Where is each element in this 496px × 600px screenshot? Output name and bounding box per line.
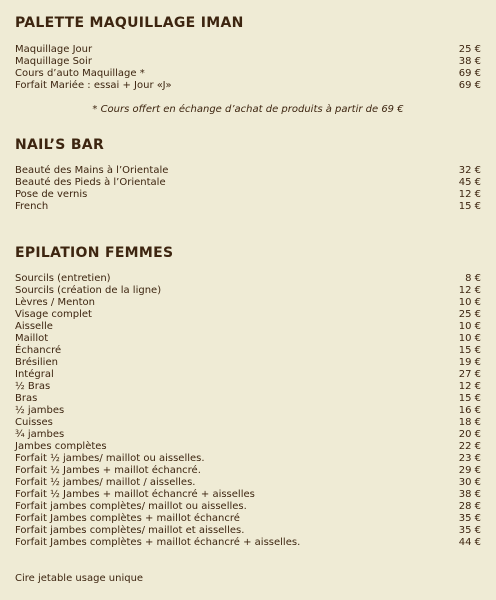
item-price: 10 € — [458, 297, 481, 308]
item-price: 12 € — [458, 189, 481, 200]
item-price: 29 € — [458, 465, 481, 476]
item-name: Aisselle — [15, 321, 53, 332]
item-name: Jambes complètes — [15, 441, 107, 452]
list-item — [15, 477, 481, 489]
item-name: Forfait Jambes complètes + maillot échancré + aisselles. — [15, 537, 301, 548]
item-name: Cuisses — [15, 417, 53, 428]
item-price: 23 € — [458, 453, 481, 464]
item-price: 38 € — [458, 489, 481, 500]
list-item — [15, 68, 481, 80]
item-price: 25 € — [458, 309, 481, 320]
list-item — [15, 309, 481, 321]
item-price: 18 € — [458, 417, 481, 428]
item-price: 22 € — [458, 441, 481, 452]
item-price: 38 € — [458, 56, 481, 67]
item-price: 35 € — [458, 513, 481, 524]
list-item — [15, 501, 481, 513]
list-item — [15, 393, 481, 405]
item-price: 44 € — [458, 537, 481, 548]
item-name: Lèvres / Menton — [15, 297, 95, 308]
item-price: 25 € — [458, 44, 481, 55]
section-title-maquillage: PALETTE MAQUILLAGE IMAN — [15, 15, 244, 31]
item-price: 30 € — [458, 477, 481, 488]
item-name: Sourcils (entretien) — [15, 273, 111, 284]
list-item — [15, 441, 481, 453]
list-item — [15, 405, 481, 417]
list-item — [15, 429, 481, 441]
list-item — [15, 513, 481, 525]
list-item — [15, 369, 481, 381]
footer-note: Cire jetable usage unique — [15, 573, 144, 584]
item-name: Échancré — [15, 345, 62, 356]
item-name: Forfait ½ Jambes + maillot échancré. — [15, 465, 201, 476]
list-item — [15, 273, 481, 285]
item-name: Brésilien — [15, 357, 58, 368]
section-title-epilation: EPILATION FEMMES — [15, 245, 174, 261]
list-item — [15, 44, 481, 56]
item-name: Maquillage Jour — [15, 44, 93, 55]
item-price: 10 € — [458, 333, 481, 344]
item-price: 20 € — [458, 429, 481, 440]
item-price: 16 € — [458, 405, 481, 416]
list-item — [15, 381, 481, 393]
item-name: Beauté des Pieds à l’Orientale — [15, 177, 166, 188]
section-title-nails-bar: NAIL’S BAR — [15, 137, 105, 153]
list-item — [15, 56, 481, 68]
list-item — [15, 465, 481, 477]
item-name: Forfait ½ jambes/ maillot / aisselles. — [15, 477, 196, 488]
item-price: 27 € — [458, 369, 481, 380]
item-name: Bras — [15, 393, 38, 404]
list-item — [15, 453, 481, 465]
item-price: 15 € — [458, 201, 481, 212]
item-name: ½ jambes — [15, 405, 65, 416]
list-item — [15, 189, 481, 201]
list-item — [15, 417, 481, 429]
item-price: 69 € — [458, 68, 481, 79]
item-price: 12 € — [458, 381, 481, 392]
item-name: Cours d’auto Maquillage * — [15, 68, 145, 79]
list-item — [15, 80, 481, 92]
item-name: Maillot — [15, 333, 49, 344]
item-name: Forfait ½ jambes/ maillot ou aisselles. — [15, 453, 205, 464]
item-name: French — [15, 201, 49, 212]
item-price: 45 € — [458, 177, 481, 188]
list-item — [15, 177, 481, 189]
list-item — [15, 525, 481, 537]
list-item — [15, 345, 481, 357]
item-name: ¾ jambes — [15, 429, 65, 440]
item-price: 15 € — [458, 393, 481, 404]
item-price: 15 € — [458, 345, 481, 356]
item-price: 10 € — [458, 321, 481, 332]
epilation-price-list — [15, 273, 481, 549]
item-price: 12 € — [458, 285, 481, 296]
list-item — [15, 537, 481, 549]
item-name: Intégral — [15, 369, 54, 380]
maquillage-price-list — [15, 44, 481, 92]
item-price: 69 € — [458, 80, 481, 91]
item-price: 8 € — [465, 273, 481, 284]
item-name: Sourcils (création de la ligne) — [15, 285, 162, 296]
list-item — [15, 357, 481, 369]
list-item — [15, 165, 481, 177]
item-name: Forfait jambes complètes/ maillot et aisselles. — [15, 525, 245, 536]
item-name: ½ Bras — [15, 381, 51, 392]
item-name: Forfait Jambes complètes + maillot échancré — [15, 513, 240, 524]
item-name: Forfait jambes complètes/ maillot ou aisselles. — [15, 501, 247, 512]
list-item — [15, 333, 481, 345]
list-item — [15, 321, 481, 333]
nails-price-list — [15, 165, 481, 213]
item-price: 32 € — [458, 165, 481, 176]
item-price: 28 € — [458, 501, 481, 512]
item-price: 19 € — [458, 357, 481, 368]
item-name: Pose de vernis — [15, 189, 88, 200]
list-item — [15, 201, 481, 213]
list-item — [15, 297, 481, 309]
list-item — [15, 285, 481, 297]
item-name: Maquillage Soir — [15, 56, 92, 67]
maquillage-footnote: * Cours offert en échange d’achat de produits à partir de 69 € — [92, 104, 404, 115]
item-name: Visage complet — [15, 309, 92, 320]
item-name: Beauté des Mains à l’Orientale — [15, 165, 169, 176]
item-name: Forfait ½ Jambes + maillot échancré + aisselles — [15, 489, 255, 500]
item-name: Forfait Mariée : essai + Jour «J» — [15, 80, 172, 91]
item-price: 35 € — [458, 525, 481, 536]
list-item — [15, 489, 481, 501]
